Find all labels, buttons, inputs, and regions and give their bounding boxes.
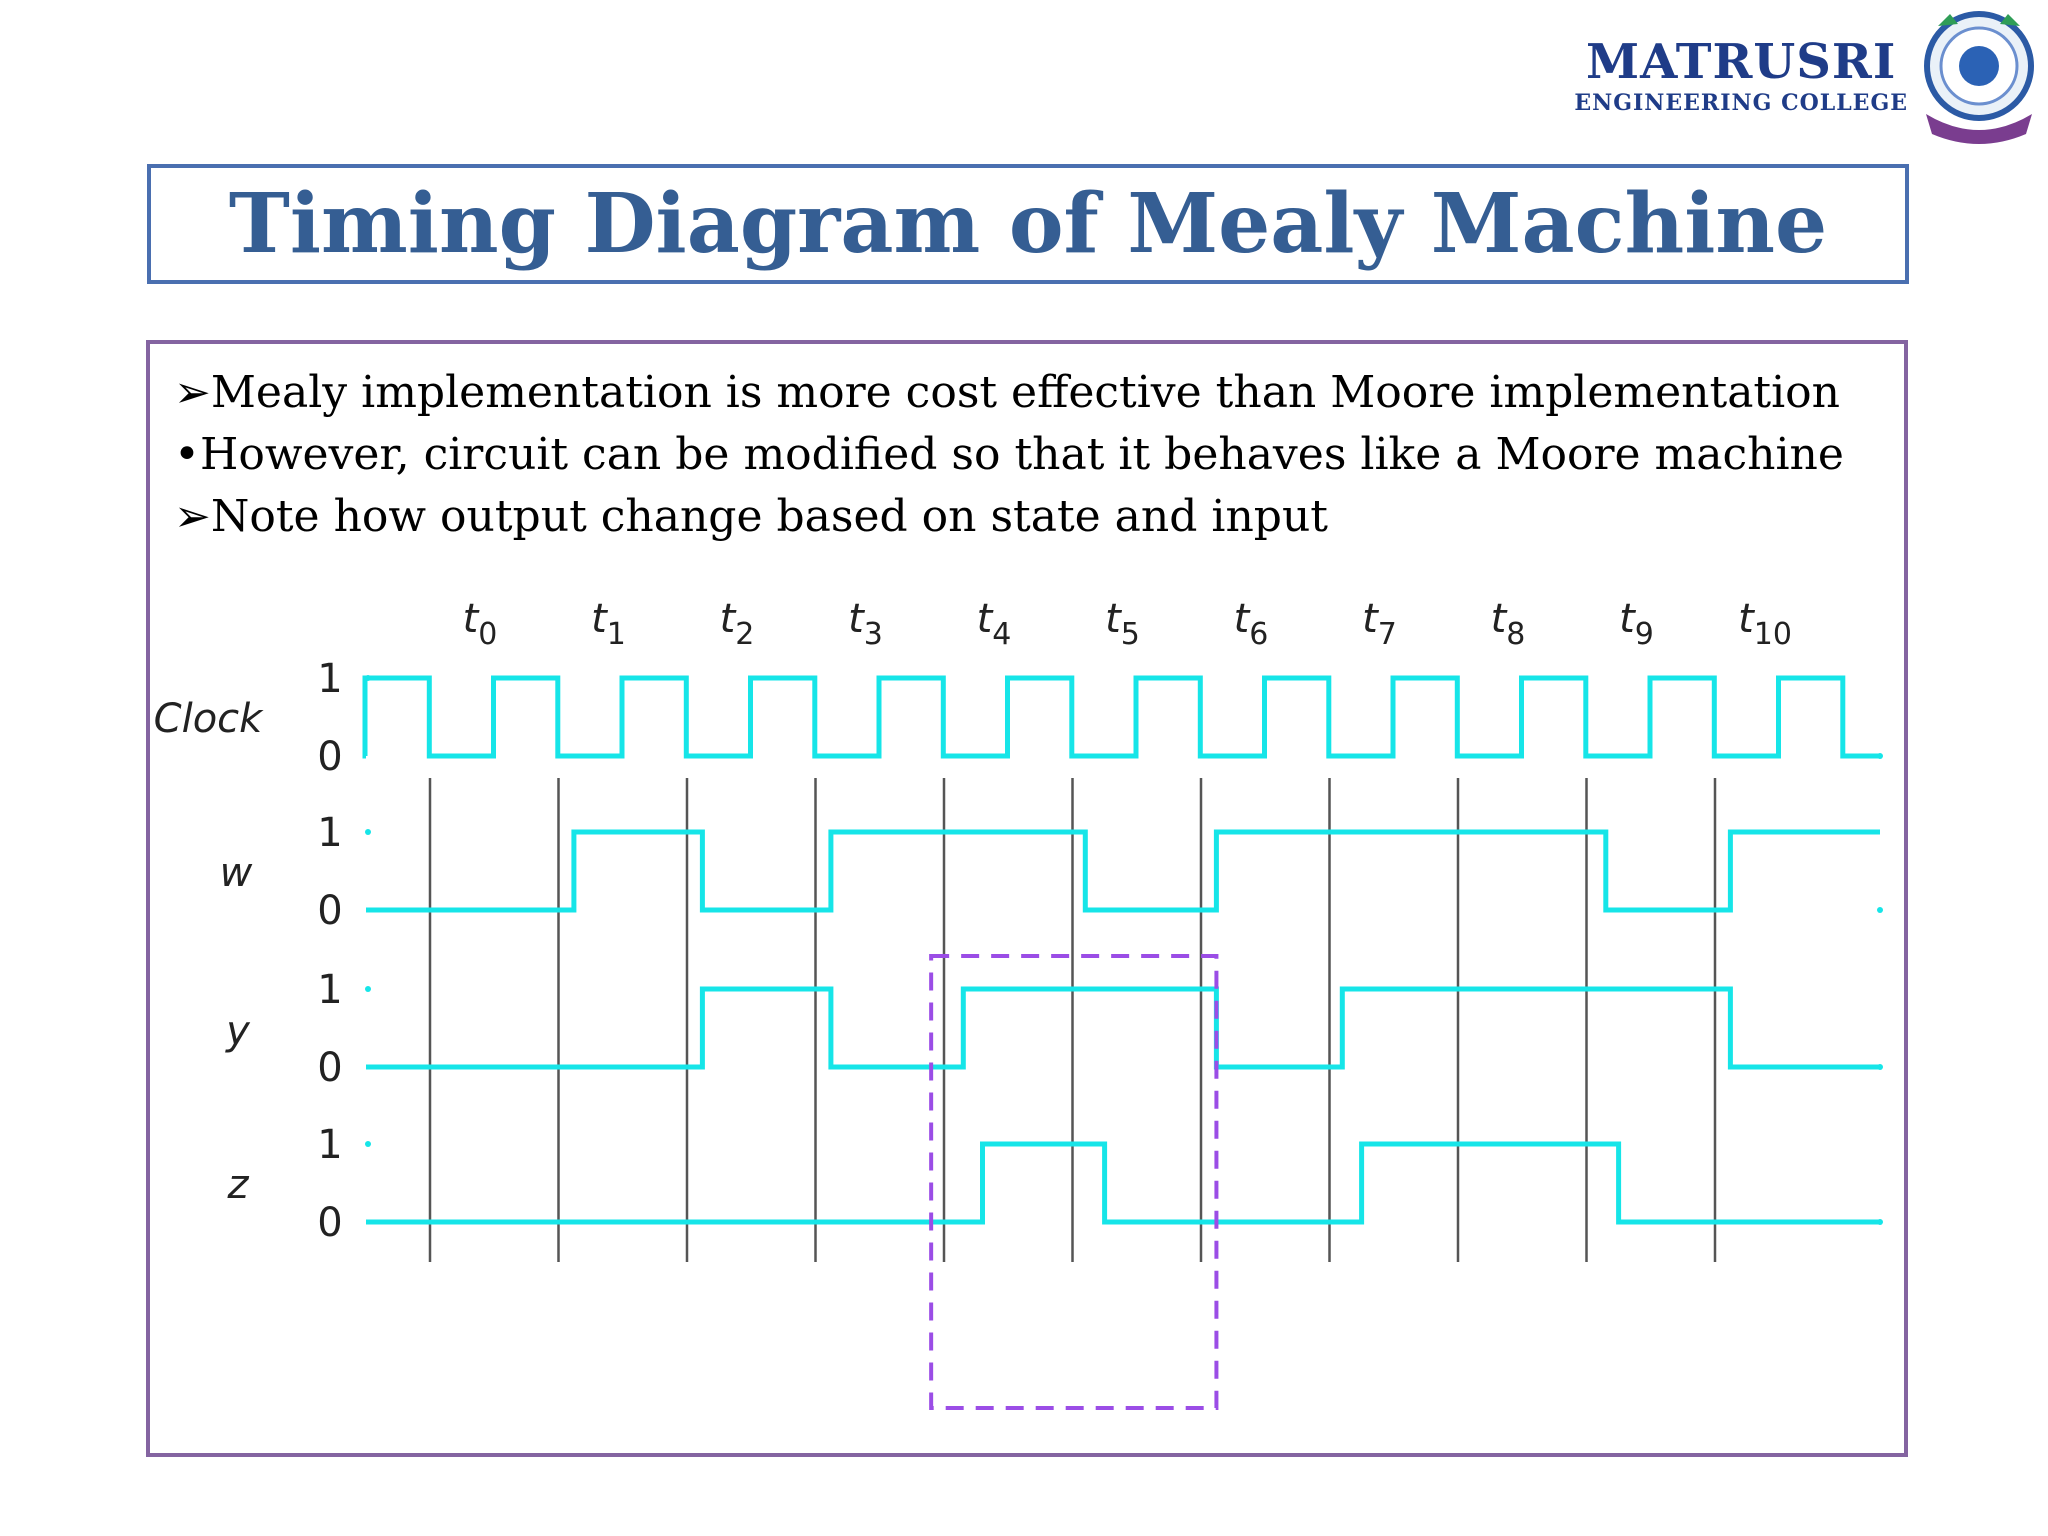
level-high-label: 1 [317,967,343,1013]
college-subtitle: ENGINEERING COLLEGE [1574,90,1908,116]
signal-waveform [366,989,1880,1067]
time-label: $t_5$ [1105,596,1140,652]
level-tick [365,1141,371,1147]
bullet-text: Mealy implementation is more cost effective than Moore implementation [210,367,1841,418]
time-label: $t_1$ [591,596,626,652]
time-label: $t_0$ [462,596,498,652]
level-low-label: 0 [317,1045,343,1091]
signal-name: Clock [153,696,263,742]
arrow-bullet-icon: ➢ [174,491,211,542]
highlight-box [931,956,1216,1408]
level-high-label: 1 [317,810,343,856]
signal-waveform [365,678,1880,756]
arrow-bullet-icon: ➢ [174,367,211,418]
level-low-label: 0 [317,734,343,780]
bullet-text: Note how output change based on state and input [210,491,1328,542]
page-title: Timing Diagram of Mealy Machine [228,176,1828,272]
time-label: $t_8$ [1490,596,1526,652]
time-label: $t_{10}$ [1738,596,1792,652]
signal-waveform [366,832,1880,910]
end-dot [1877,1219,1883,1225]
level-low-label: 0 [317,1200,343,1246]
signal-name: y [226,1008,250,1054]
end-dot [1877,907,1883,913]
dot-bullet-icon: • [174,429,200,480]
signal-waveform [366,1144,1880,1222]
level-high-label: 1 [317,656,343,702]
signal-name: z [227,1162,249,1208]
time-label: $t_6$ [1233,596,1269,652]
level-tick [365,986,371,992]
time-label: $t_2$ [719,596,755,652]
signal-name: w [219,850,253,896]
time-label: $t_7$ [1362,596,1397,652]
time-label: $t_4$ [976,596,1012,652]
level-low-label: 0 [317,888,343,934]
end-dot [1877,1064,1883,1070]
bullet-text: However, circuit can be modified so that it behaves like a Moore machine [199,429,1844,480]
level-tick [365,829,371,835]
time-label: $t_3$ [848,596,883,652]
time-label: $t_9$ [1619,596,1654,652]
level-high-label: 1 [317,1122,343,1168]
college-name: MATRUSRI [1586,34,1897,90]
end-dot [1877,753,1883,759]
